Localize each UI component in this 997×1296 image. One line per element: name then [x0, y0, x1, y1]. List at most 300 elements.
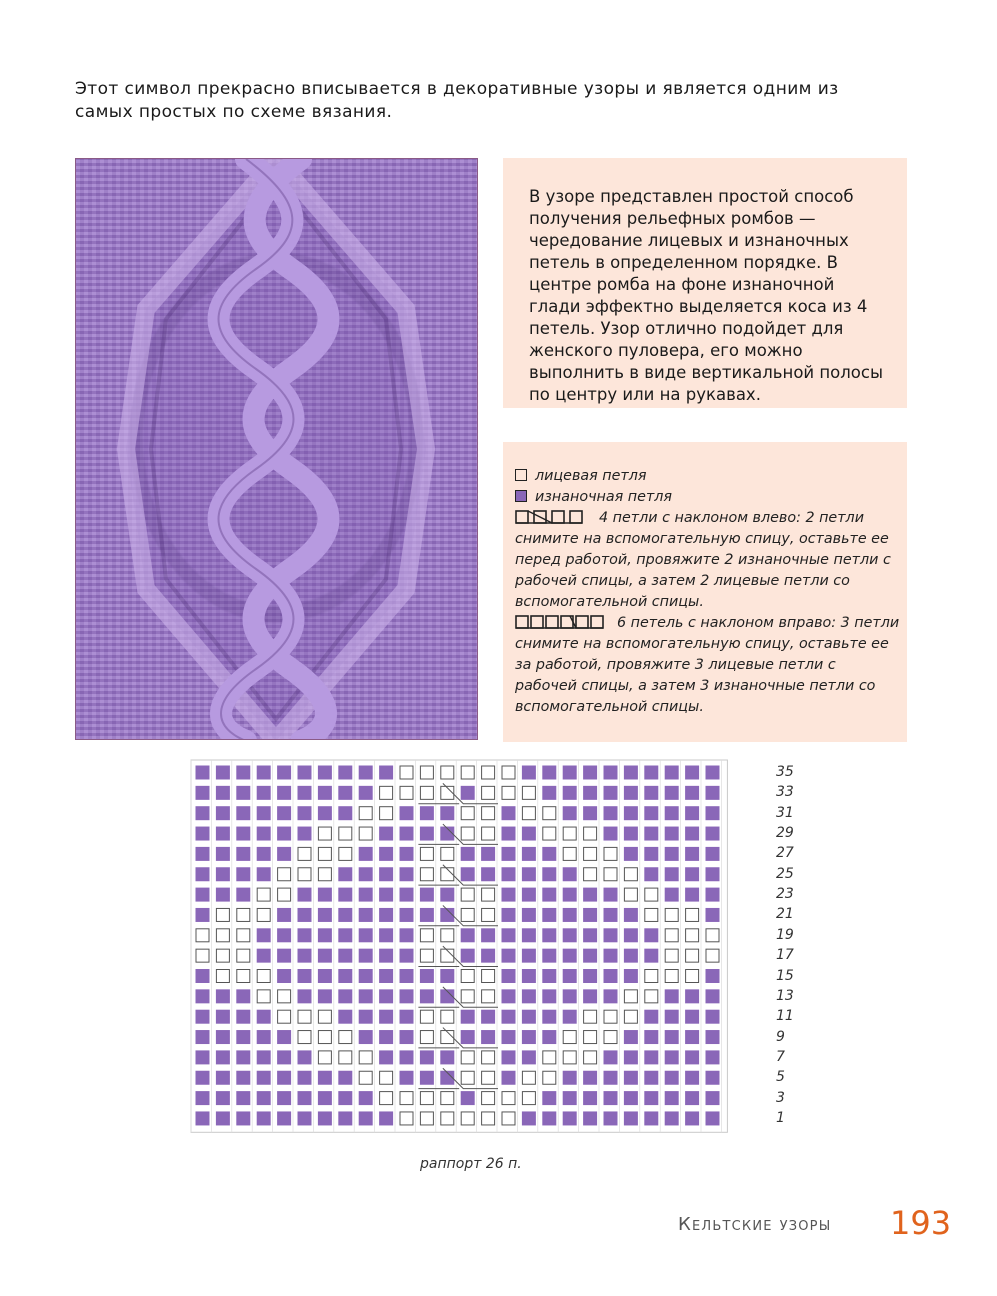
purl-stitch-cell — [645, 949, 658, 962]
purl-stitch-cell — [359, 929, 372, 942]
knit-stitch-cell — [278, 888, 291, 901]
purl-stitch-cell — [298, 827, 311, 840]
purl-stitch-cell — [604, 990, 617, 1003]
purl-stitch-cell — [645, 868, 658, 881]
purl-stitch-cell — [257, 807, 270, 820]
knit-stitch-cell — [645, 888, 658, 901]
purl-stitch-cell — [665, 1071, 678, 1084]
knit-stitch-cell — [318, 868, 331, 881]
knit-stitch-cell — [482, 888, 495, 901]
knitting-chart — [190, 758, 765, 1158]
purl-stitch-cell — [461, 929, 474, 942]
purl-stitch-cell — [237, 847, 250, 860]
knit-stitch-cell — [359, 1051, 372, 1064]
purl-stitch-cell — [298, 970, 311, 983]
purl-stitch-cell — [196, 847, 209, 860]
purl-stitch-cell — [359, 990, 372, 1003]
purl-stitch-cell — [420, 827, 433, 840]
legend-cable-right-label: 6 петель с наклоном вправо: 3 петли снимите на вспомогательную спицу, оставьте ее за работой, провяжите 3 лицевые петли с рабочей спицы, а затем 3 изнаночные петли со вспомогательной спицы. — [515, 615, 900, 715]
knit-stitch-cell — [686, 949, 699, 962]
purl-stitch-cell — [298, 766, 311, 779]
knit-stitch-cell — [543, 1051, 556, 1064]
purl-stitch-cell — [482, 847, 495, 860]
knit-stitch-cell — [216, 908, 229, 921]
purl-stitch-cell — [278, 908, 291, 921]
knit-stitch-cell — [482, 766, 495, 779]
knit-stitch-cell — [257, 990, 270, 1003]
purl-stitch-cell — [624, 1031, 637, 1044]
purl-stitch-cell — [624, 970, 637, 983]
knit-stitch-cell — [237, 908, 250, 921]
purl-stitch-cell — [196, 807, 209, 820]
purl-stitch-cell — [420, 1071, 433, 1084]
purl-stitch-cell — [339, 990, 352, 1003]
purl-stitch-cell — [624, 786, 637, 799]
knit-stitch-cell — [624, 990, 637, 1003]
knit-stitch-cell — [584, 1051, 597, 1064]
purl-stitch-cell — [257, 766, 270, 779]
purl-stitch-cell — [359, 1092, 372, 1105]
knit-stitch-cell — [441, 1010, 454, 1023]
description-box — [503, 158, 907, 408]
purl-stitch-cell — [278, 786, 291, 799]
knit-stitch-cell — [420, 1092, 433, 1105]
purl-stitch-cell — [584, 908, 597, 921]
purl-stitch-cell — [624, 908, 637, 921]
section-title: Кельтские узоры — [678, 1214, 832, 1235]
purl-stitch-cell — [278, 949, 291, 962]
purl-stitch-cell — [257, 1010, 270, 1023]
purl-stitch-cell — [196, 888, 209, 901]
purl-stitch-cell — [665, 1092, 678, 1105]
purl-stitch-cell — [522, 1112, 535, 1125]
purl-stitch-cell — [400, 827, 413, 840]
purl-stitch-cell — [318, 1112, 331, 1125]
purl-stitch-cell — [380, 929, 393, 942]
purl-stitch-cell — [645, 786, 658, 799]
knit-stitch-cell — [318, 1031, 331, 1044]
purl-stitch-cell — [706, 908, 719, 921]
knit-stitch-cell — [380, 1092, 393, 1105]
knit-stitch-cell — [441, 847, 454, 860]
purl-stitch-cell — [380, 970, 393, 983]
purl-stitch-cell — [216, 990, 229, 1003]
purl-stitch-cell — [196, 827, 209, 840]
knit-stitch-cell — [584, 827, 597, 840]
purl-stitch-cell — [686, 1071, 699, 1084]
knit-stitch-cell — [461, 827, 474, 840]
purl-stitch-cell — [359, 970, 372, 983]
knit-stitch-cell — [563, 827, 576, 840]
purl-stitch-cell — [706, 990, 719, 1003]
purl-stitch-cell — [339, 766, 352, 779]
purl-stitch-cell — [624, 1112, 637, 1125]
purl-stitch-cell — [624, 949, 637, 962]
purl-stitch-cell — [563, 766, 576, 779]
knit-stitch-cell — [216, 970, 229, 983]
purl-stitch-cell — [359, 949, 372, 962]
knit-stitch-cell — [461, 766, 474, 779]
purl-stitch-cell — [339, 1010, 352, 1023]
knit-stitch-cell — [461, 807, 474, 820]
row-number: 25 — [776, 865, 794, 882]
purl-stitch-cell — [339, 970, 352, 983]
purl-stitch-cell — [706, 1071, 719, 1084]
purl-stitch-cell — [196, 908, 209, 921]
knit-stitch-cell — [645, 990, 658, 1003]
knit-stitch-cell — [563, 1051, 576, 1064]
row-number: 15 — [776, 967, 794, 984]
purl-stitch-cell — [318, 929, 331, 942]
purl-stitch-cell — [196, 1071, 209, 1084]
purl-stitch-cell — [686, 847, 699, 860]
purl-stitch-cell — [645, 807, 658, 820]
purl-stitch-cell — [563, 929, 576, 942]
purl-stitch-cell — [482, 1010, 495, 1023]
purl-stitch-cell — [584, 1071, 597, 1084]
purl-stitch-cell — [237, 1031, 250, 1044]
purl-stitch-cell — [584, 1092, 597, 1105]
purl-stitch-cell — [298, 1051, 311, 1064]
purl-stitch-cell — [665, 827, 678, 840]
purl-stitch-cell — [237, 1010, 250, 1023]
purl-stitch-cell — [706, 807, 719, 820]
purl-stitch-cell — [543, 868, 556, 881]
purl-stitch-cell — [686, 990, 699, 1003]
knit-stitch-cell — [441, 1112, 454, 1125]
purl-stitch-cell — [298, 949, 311, 962]
purl-stitch-cell — [604, 766, 617, 779]
purl-stitch-cell — [522, 766, 535, 779]
knit-stitch-cell — [461, 1051, 474, 1064]
knit-stitch-cell — [257, 970, 270, 983]
purl-stitch-cell — [563, 990, 576, 1003]
purl-stitch-cell — [278, 807, 291, 820]
purl-stitch-cell — [278, 1071, 291, 1084]
purl-stitch-cell — [380, 847, 393, 860]
purl-stitch-cell — [522, 970, 535, 983]
purl-stitch-cell — [359, 786, 372, 799]
knit-stitch-cell — [420, 929, 433, 942]
purl-stitch-cell — [380, 868, 393, 881]
purl-stitch-cell — [686, 888, 699, 901]
purl-stitch-cell — [482, 949, 495, 962]
purl-stitch-cell — [665, 786, 678, 799]
legend-box — [503, 442, 907, 742]
knit-stitch-cell — [298, 868, 311, 881]
purl-stitch-cell — [665, 888, 678, 901]
knit-stitch-cell — [318, 827, 331, 840]
purl-stitch-cell — [706, 970, 719, 983]
knit-stitch-cell — [420, 949, 433, 962]
knit-stitch-cell — [196, 949, 209, 962]
purl-stitch-cell — [380, 1031, 393, 1044]
purl-stitch-cell — [237, 990, 250, 1003]
purl-stitch-cell — [645, 1092, 658, 1105]
purl-stitch-cell — [380, 949, 393, 962]
purl-stitch-cell — [686, 1051, 699, 1064]
knit-stitch-cell — [522, 1071, 535, 1084]
purl-stitch-cell — [665, 1112, 678, 1125]
purl-stitch-cell — [543, 908, 556, 921]
purl-stitch-cell — [645, 929, 658, 942]
knit-stitch-cell — [318, 847, 331, 860]
purl-stitch-cell — [461, 1031, 474, 1044]
purl-stitch-cell — [645, 1071, 658, 1084]
purl-stitch-cell — [298, 1092, 311, 1105]
knit-stitch-cell — [482, 1112, 495, 1125]
purl-stitch-cell — [339, 908, 352, 921]
purl-stitch-cell — [216, 847, 229, 860]
cable-right-icon — [515, 615, 607, 629]
purl-stitch-cell — [400, 1071, 413, 1084]
purl-stitch-cell — [339, 786, 352, 799]
purl-stitch-cell — [645, 827, 658, 840]
purl-stitch-cell — [522, 888, 535, 901]
purl-stitch-cell — [645, 1112, 658, 1125]
row-number: 31 — [776, 804, 794, 821]
purl-stitch-cell — [522, 868, 535, 881]
knit-stitch-cell — [502, 786, 515, 799]
knit-stitch-cell — [278, 868, 291, 881]
purl-stitch-cell — [237, 766, 250, 779]
purl-stitch-cell — [604, 1112, 617, 1125]
purl-stitch-cell — [604, 1051, 617, 1064]
purl-stitch-cell — [645, 1051, 658, 1064]
purl-stitch-cell — [237, 807, 250, 820]
purl-stitch-cell — [604, 970, 617, 983]
purl-stitch-cell — [502, 949, 515, 962]
purl-stitch-cell — [686, 1092, 699, 1105]
purl-stitch-cell — [196, 786, 209, 799]
purl-stitch-cell — [502, 1051, 515, 1064]
knit-stitch-cell — [482, 827, 495, 840]
purl-stitch-cell — [563, 1071, 576, 1084]
purl-stitch-cell — [563, 868, 576, 881]
purl-stitch-cell — [298, 929, 311, 942]
purl-stitch-cell — [584, 766, 597, 779]
purl-stitch-cell — [543, 1010, 556, 1023]
purl-stitch-cell — [237, 827, 250, 840]
purl-stitch-cell — [543, 949, 556, 962]
purl-stitch-cell — [216, 888, 229, 901]
knit-stitch-cell — [686, 908, 699, 921]
purl-stitch-cell — [482, 868, 495, 881]
purl-stitch-cell — [216, 786, 229, 799]
knit-stitch-cell — [216, 929, 229, 942]
purl-stitch-cell — [237, 888, 250, 901]
knit-stitch-cell — [645, 908, 658, 921]
purl-stitch-cell — [461, 1010, 474, 1023]
purl-stitch-cell — [563, 908, 576, 921]
purl-stitch-cell — [543, 888, 556, 901]
legend-purl-label: изнаночная петля — [535, 489, 673, 505]
purl-stitch-cell — [278, 827, 291, 840]
knit-stitch-cell — [502, 1092, 515, 1105]
purl-stitch-cell — [665, 847, 678, 860]
knit-stitch-cell — [604, 1031, 617, 1044]
knit-stitch-cell — [400, 1112, 413, 1125]
purl-stitch-cell — [400, 1031, 413, 1044]
knit-stitch-cell — [522, 1092, 535, 1105]
purl-stitch-cell — [584, 1112, 597, 1125]
purl-stitch-cell — [339, 888, 352, 901]
purl-stitch-cell — [686, 1031, 699, 1044]
knit-stitch-cell — [563, 847, 576, 860]
purl-stitch-cell — [502, 1010, 515, 1023]
legend-cable-left-label: 4 петли с наклоном влево: 2 петли снимите на вспомогательную спицу, оставьте ее перед работой, провяжите 2 изнаночные петли с рабочей спицы, а затем 2 лицевые петли со вспомогательной спицы. — [515, 510, 891, 610]
purl-stitch-cell — [706, 766, 719, 779]
purl-stitch-cell — [604, 949, 617, 962]
purl-stitch-cell — [359, 1031, 372, 1044]
knit-stitch-cell — [604, 1010, 617, 1023]
row-number: 23 — [776, 886, 794, 903]
purl-stitch-cell — [257, 847, 270, 860]
knit-stitch-cell — [420, 1031, 433, 1044]
knit-stitch-cell — [461, 1112, 474, 1125]
purl-stitch-cell — [543, 847, 556, 860]
knit-stitch-cell — [420, 1010, 433, 1023]
row-number: 3 — [776, 1089, 785, 1106]
purl-stitch-cell — [318, 786, 331, 799]
purl-stitch-cell — [686, 1010, 699, 1023]
purl-stitch-cell — [257, 1092, 270, 1105]
legend-cable-left — [515, 508, 901, 613]
purl-stitch-cell — [278, 847, 291, 860]
purl-stitch-cell — [522, 908, 535, 921]
knit-stitch-cell — [339, 1051, 352, 1064]
knitted-sample-photo — [75, 158, 478, 740]
purl-stitch-cell — [400, 888, 413, 901]
purl-stitch-cell — [706, 827, 719, 840]
page-number: 193 — [890, 1204, 952, 1242]
purl-stitch-cell — [380, 766, 393, 779]
purl-stitch-cell — [665, 807, 678, 820]
purl-stitch-cell — [257, 1051, 270, 1064]
purl-stitch-cell — [563, 888, 576, 901]
purl-stitch-cell — [645, 1031, 658, 1044]
knit-stitch-cell — [665, 908, 678, 921]
purl-stitch-cell — [216, 1071, 229, 1084]
knit-stitch-cell — [665, 949, 678, 962]
knit-stitch-cell — [237, 970, 250, 983]
purl-stitch-cell — [380, 827, 393, 840]
purl-stitch-cell — [543, 1092, 556, 1105]
purl-stitch-cell — [563, 786, 576, 799]
purl-stitch-cell — [380, 1051, 393, 1064]
knit-stitch-cell — [400, 786, 413, 799]
knit-stitch-cell — [543, 1071, 556, 1084]
knit-stitch-cell — [257, 888, 270, 901]
purl-stitch-cell — [482, 1031, 495, 1044]
purl-stitch-cell — [624, 1071, 637, 1084]
purl-stitch-cell — [359, 868, 372, 881]
knit-stitch-cell — [339, 847, 352, 860]
purl-stitch-cell — [400, 1010, 413, 1023]
purl-stitch-cell — [502, 908, 515, 921]
purl-stitch-cell — [502, 807, 515, 820]
purl-stitch-cell — [420, 970, 433, 983]
purl-stitch-cell — [400, 970, 413, 983]
purl-stitch-cell — [318, 1092, 331, 1105]
purl-stitch-cell — [706, 888, 719, 901]
purl-stitch-cell — [584, 929, 597, 942]
knit-stitch-cell — [237, 949, 250, 962]
knit-stitch-cell — [543, 807, 556, 820]
legend-cable-right — [515, 613, 901, 718]
purl-stitch-cell — [441, 888, 454, 901]
purl-stitch-cell — [359, 888, 372, 901]
knit-stitch-cell — [237, 929, 250, 942]
purl-stitch-cell — [584, 990, 597, 1003]
purl-stitch-cell — [522, 847, 535, 860]
purl-stitch-cell — [216, 1031, 229, 1044]
knit-stitch-cell — [318, 1010, 331, 1023]
purl-stitch-cell — [502, 970, 515, 983]
purl-stitch-cell — [380, 888, 393, 901]
purl-stitch-cell — [584, 786, 597, 799]
purl-stitch-cell — [543, 1031, 556, 1044]
purl-stitch-cell — [196, 1051, 209, 1064]
knit-stitch-cell — [665, 929, 678, 942]
purl-stitch-cell — [686, 766, 699, 779]
purl-stitch-cell — [196, 990, 209, 1003]
knit-stitch-cell — [482, 786, 495, 799]
purl-stitch-cell — [278, 1031, 291, 1044]
purl-stitch-cell — [237, 786, 250, 799]
knit-stitch-cell — [298, 847, 311, 860]
purl-stitch-cell — [298, 888, 311, 901]
purl-stitch-cell — [584, 970, 597, 983]
purl-stitch-cell — [706, 1010, 719, 1023]
row-number: 17 — [776, 947, 794, 964]
purl-stitch-cell — [665, 766, 678, 779]
knit-stitch-cell — [441, 929, 454, 942]
purl-stitch-cell — [359, 1010, 372, 1023]
purl-stitch-cell — [400, 847, 413, 860]
knit-stitch-cell — [584, 1031, 597, 1044]
purl-stitch-cell — [563, 807, 576, 820]
row-number: 7 — [776, 1048, 785, 1065]
knit-stitch-cell — [420, 786, 433, 799]
knit-stitch-cell — [624, 868, 637, 881]
knit-stitch-cell — [665, 970, 678, 983]
purl-stitch-cell — [665, 868, 678, 881]
purl-stitch-cell — [298, 1071, 311, 1084]
purl-stitch-cell — [461, 786, 474, 799]
purl-stitch-cell — [665, 990, 678, 1003]
purl-stitch-cell — [400, 807, 413, 820]
knit-stitch-cell — [706, 949, 719, 962]
row-number: 13 — [776, 987, 794, 1004]
knit-stitch-cell — [461, 970, 474, 983]
purl-stitch-cell — [706, 786, 719, 799]
purl-stitch-cell — [196, 766, 209, 779]
knit-stitch-cell — [522, 786, 535, 799]
purl-stitch-cell — [257, 929, 270, 942]
purl-stitch-cell — [584, 949, 597, 962]
purl-stitch-cell — [318, 990, 331, 1003]
purl-stitch-cell — [339, 1112, 352, 1125]
purl-stitch-cell — [380, 1112, 393, 1125]
knit-stitch-cell — [441, 766, 454, 779]
purl-stitch-cell — [604, 827, 617, 840]
knit-stitch-cell — [461, 908, 474, 921]
purl-stitch-cell — [461, 949, 474, 962]
purl-stitch-cell — [318, 1071, 331, 1084]
purl-stitch-cell — [257, 1071, 270, 1084]
knit-stitch-icon — [515, 469, 527, 481]
